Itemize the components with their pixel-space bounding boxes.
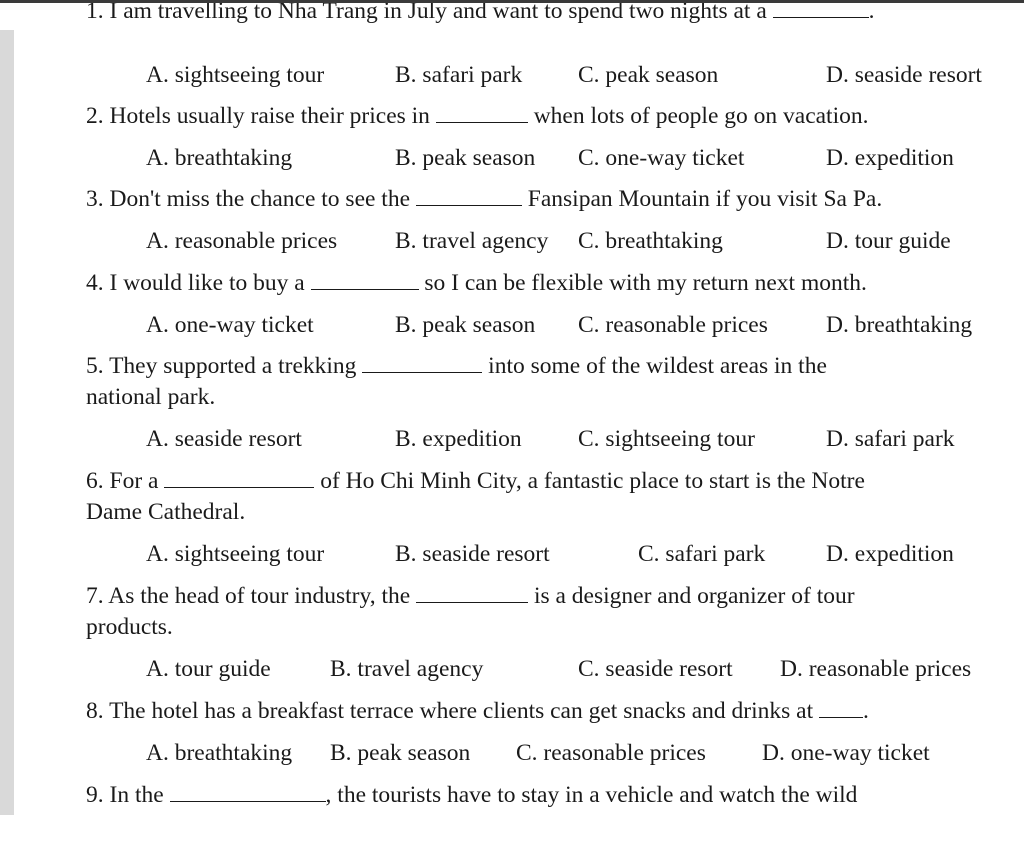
option-b: B. peak season bbox=[395, 312, 536, 338]
option-b: B. peak season bbox=[395, 145, 536, 171]
question-number: 3. bbox=[86, 186, 104, 212]
question-5-continuation: national park. bbox=[86, 384, 216, 410]
question-text: The hotel has a breakfast terrace where clients can get snacks and drinks at bbox=[109, 698, 814, 724]
question-7 bbox=[86, 582, 855, 610]
question-text-end: . bbox=[868, 3, 875, 24]
question-5 bbox=[86, 352, 827, 380]
question-number: 7. bbox=[86, 583, 104, 609]
question-text-end: when lots of people go on vacation. bbox=[533, 103, 869, 129]
question-text-end: is a designer and organizer of tour bbox=[533, 583, 855, 609]
option-d: D. breathtaking bbox=[826, 312, 973, 338]
option-c: C. reasonable prices bbox=[516, 740, 706, 766]
question-1 bbox=[86, 3, 875, 25]
question-text-end: into some of the wildest areas in the bbox=[488, 353, 827, 379]
question-text-end: of Ho Chi Minh City, a fantastic place to start is the Notre bbox=[320, 468, 865, 494]
option-a: A. tour guide bbox=[146, 656, 271, 682]
question-text: I would like to buy a bbox=[109, 270, 305, 296]
answer-blank bbox=[416, 187, 522, 206]
option-a: A. reasonable prices bbox=[146, 228, 338, 254]
option-b: B. peak season bbox=[330, 740, 471, 766]
answer-blank bbox=[311, 271, 419, 290]
option-c: C. breathtaking bbox=[578, 228, 723, 254]
option-b: B. expedition bbox=[395, 426, 522, 452]
option-a: A. breathtaking bbox=[146, 145, 293, 171]
question-text-end: , the tourists have to stay in a vehicle and watch the wild bbox=[325, 782, 858, 808]
question-text: In the bbox=[109, 782, 164, 808]
question-text: Hotels usually raise their prices in bbox=[109, 103, 430, 129]
question-number: 8. bbox=[86, 698, 104, 724]
option-c: C. sightseeing tour bbox=[578, 426, 755, 452]
question-text: For a bbox=[109, 468, 159, 494]
question-text: They supported a trekking bbox=[109, 353, 357, 379]
question-8 bbox=[86, 697, 869, 725]
question-9 bbox=[86, 781, 857, 809]
question-text: Don't miss the chance to see the bbox=[109, 186, 411, 212]
option-d: D. one-way ticket bbox=[762, 740, 930, 766]
option-b: B. safari park bbox=[395, 62, 523, 88]
option-d: D. expedition bbox=[826, 145, 954, 171]
option-a: A. breathtaking bbox=[146, 740, 293, 766]
option-b: B. seaside resort bbox=[395, 541, 550, 567]
page-margin bbox=[0, 30, 14, 815]
worksheet-page bbox=[14, 3, 1024, 815]
option-d: D. seaside resort bbox=[826, 62, 982, 88]
option-b: B. travel agency bbox=[395, 228, 549, 254]
option-b: B. travel agency bbox=[330, 656, 484, 682]
page-bottom-margin bbox=[0, 815, 1024, 847]
answer-blank bbox=[164, 469, 314, 488]
option-d: D. tour guide bbox=[826, 228, 951, 254]
answer-blank bbox=[436, 104, 528, 123]
option-a: A. sightseeing tour bbox=[146, 62, 325, 88]
question-6-continuation: Dame Cathedral. bbox=[86, 499, 246, 525]
question-2 bbox=[86, 102, 868, 130]
answer-blank bbox=[362, 354, 482, 373]
question-number: 6. bbox=[86, 468, 104, 494]
answer-blank bbox=[170, 783, 326, 802]
option-d: D. expedition bbox=[826, 541, 954, 567]
question-6 bbox=[86, 467, 865, 495]
option-d: D. safari park bbox=[826, 426, 955, 452]
question-text: I am travelling to Nha Trang in July and want to spend two nights at a bbox=[109, 3, 767, 24]
question-text-end: so I can be flexible with my return next month. bbox=[424, 270, 867, 296]
question-text-end: . bbox=[863, 698, 869, 724]
question-number: 1. bbox=[86, 3, 104, 24]
question-number: 9. bbox=[86, 782, 104, 808]
option-a: A. seaside resort bbox=[146, 426, 302, 452]
question-number: 2. bbox=[86, 103, 104, 129]
option-a: A. sightseeing tour bbox=[146, 541, 325, 567]
question-number: 4. bbox=[86, 270, 104, 296]
answer-blank bbox=[773, 3, 869, 18]
question-text-end: Fansipan Mountain if you visit Sa Pa. bbox=[527, 186, 883, 212]
option-c: C. one-way ticket bbox=[578, 145, 745, 171]
question-3 bbox=[86, 185, 882, 213]
option-c: C. safari park bbox=[638, 541, 766, 567]
option-d: D. reasonable prices bbox=[780, 656, 972, 682]
answer-blank bbox=[416, 584, 528, 603]
question-4 bbox=[86, 269, 867, 297]
answer-blank bbox=[819, 699, 863, 718]
question-7-continuation: products. bbox=[86, 614, 173, 640]
option-c: C. seaside resort bbox=[578, 656, 733, 682]
question-text: As the head of tour industry, the bbox=[108, 583, 411, 609]
option-c: C. peak season bbox=[578, 62, 719, 88]
option-c: C. reasonable prices bbox=[578, 312, 768, 338]
option-a: A. one-way ticket bbox=[146, 312, 314, 338]
question-number: 5. bbox=[86, 353, 104, 379]
